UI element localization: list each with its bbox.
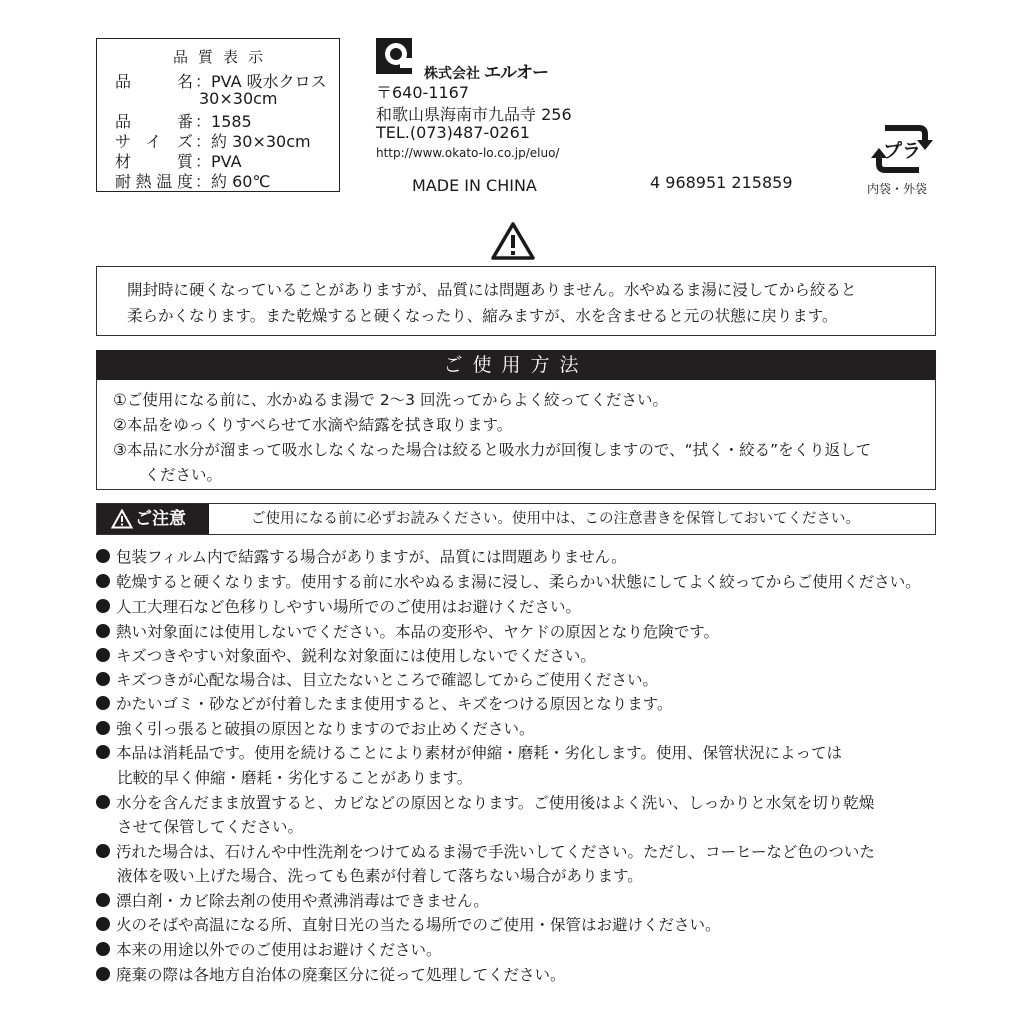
bullet-icon xyxy=(96,917,110,931)
quality-row-label: 材質 xyxy=(115,152,193,171)
quality-row-label: サイズ xyxy=(115,132,193,151)
caution-item-text: 本来の用途以外でのご使用はお避けください。 xyxy=(116,941,442,959)
quality-row-name: 品名 ：PVA 吸水クロス xyxy=(115,69,327,92)
caution-item xyxy=(96,668,658,690)
recycle-caption: 内袋・外袋 xyxy=(867,182,928,196)
caution-item xyxy=(96,938,442,960)
caution-item-text: 乾燥すると硬くなります。使用する前に水やぬるま湯に浸し、柔らかい状態にしてよく絞ってからご使用ください。 xyxy=(116,573,921,591)
caution-item xyxy=(96,545,627,567)
caution-item xyxy=(96,570,921,592)
bullet-icon xyxy=(96,696,110,710)
plastic-recycle-icon xyxy=(871,118,933,180)
caution-item xyxy=(96,620,719,642)
quality-row-size: サイズ ：約 30×30cm xyxy=(115,129,311,152)
caution-item-text: かたいゴミ・砂などが付着したまま使用すると、キズをつける原因となります。 xyxy=(116,695,673,713)
quality-row-label: 品番 xyxy=(115,112,193,131)
quality-row-material: 材質 ：PVA xyxy=(115,149,242,172)
bullet-icon xyxy=(96,648,110,662)
company-brand: エルオー xyxy=(484,63,548,83)
usage-step: ①ご使用になる前に、水かぬるま湯で 2～3 回洗ってからよく絞ってください。 xyxy=(113,391,668,409)
caution-bar xyxy=(96,503,936,535)
caution-item-text: 熱い対象面には使用しないでください。本品の変形や、ヤケドの原因となり危険です。 xyxy=(116,623,719,641)
company-name-prefix: 株式会社 xyxy=(424,66,480,82)
caution-item-text: キズつきやすい対象面や、鋭利な対象面には使用しないでください。 xyxy=(116,647,596,665)
caution-item xyxy=(96,840,875,862)
quality-row-value: 1585 xyxy=(211,112,252,131)
caution-item-text: 廃棄の際は各地方自治体の廃棄区分に従って処理してください。 xyxy=(116,966,566,984)
caution-item-cont: させて保管してください。 xyxy=(117,818,304,836)
company-url: http://www.okato-lo.co.jp/eluo/ xyxy=(376,146,560,160)
bullet-icon xyxy=(96,795,110,809)
caution-item-text: 強く引っ張ると破損の原因となりますのでお止めください。 xyxy=(116,720,535,738)
made-in-label: MADE IN CHINA xyxy=(412,176,537,195)
caution-item-text: 包装フィルム内で結露する場合がありますが、品質には問題ありません。 xyxy=(116,548,627,566)
caution-item-cont: 比較的早く伸縮・磨耗・劣化することがあります。 xyxy=(117,769,473,787)
caution-item-text: キズつきが心配な場合は、目立たないところで確認してからご使用ください。 xyxy=(116,671,659,689)
bullet-icon xyxy=(96,624,110,638)
caution-item-text: 本品は消耗品です。使用を続けることにより素材が伸縮・磨耗・劣化します。使用、保管状況によっては xyxy=(116,744,843,762)
bullet-icon xyxy=(96,574,110,588)
caution-item xyxy=(96,741,842,763)
bullet-icon xyxy=(96,672,110,686)
caution-item xyxy=(96,889,489,911)
company-logo-icon xyxy=(376,38,412,74)
notice-box xyxy=(96,266,936,336)
quality-label-title: 品質表示 xyxy=(172,48,273,66)
caution-item-text: 汚れた場合は、石けんや中性洗剤をつけてぬるま湯で手洗いしてください。ただし、コーヒーなど色のついた xyxy=(116,843,875,861)
caution-item-text: 水分を含んだまま放置すると、カビなどの原因となります。ご使用後はよく洗い、しっかりと水気を切り乾燥 xyxy=(116,794,875,812)
caution-item xyxy=(96,595,581,617)
caution-item xyxy=(96,644,596,666)
usage-step: ②本品をゆっくりすべらせて水滴や結露を拭き取ります。 xyxy=(113,416,513,434)
bullet-icon xyxy=(96,745,110,759)
caution-item-cont: 液体を吸い上げた場合、洗っても色素が付着して落ちない場合があります。 xyxy=(117,867,643,885)
caution-item xyxy=(96,791,874,813)
notice-line: 開封時に硬くなっていることがありますが、品質には問題ありません。水やぬるま湯に浸してから絞ると xyxy=(127,281,857,299)
quality-row-name-cont xyxy=(199,89,278,108)
usage-step-cont: ください。 xyxy=(129,466,223,484)
caution-item xyxy=(96,963,566,985)
quality-row-value: PVA xyxy=(211,152,242,171)
caution-tag xyxy=(97,504,209,534)
barcode-number: 4 968951 215859 xyxy=(650,173,793,192)
quality-row-heat: 耐熱温度 ：約 60℃ xyxy=(115,169,270,192)
bullet-icon xyxy=(96,721,110,735)
quality-row-label: 耐熱温度 xyxy=(115,172,193,191)
usage-header: ご使用方法 xyxy=(96,350,936,380)
warning-triangle-icon xyxy=(490,221,536,261)
caution-tag-label: ご注意 xyxy=(135,509,186,529)
quality-row-number: 品番 ：1585 xyxy=(115,109,252,132)
quality-row-value: PVA 吸水クロス xyxy=(211,72,327,91)
usage-box xyxy=(96,380,936,490)
bullet-icon xyxy=(96,942,110,956)
quality-row-value: 約 30×30cm xyxy=(211,132,311,151)
company-tel: TEL.(073)487-0261 xyxy=(376,123,530,142)
caution-item-text: 漂白剤・カビ除去剤の使用や煮沸消毒はできません。 xyxy=(116,892,489,910)
caution-item xyxy=(96,692,672,714)
svg-text:プラ: プラ xyxy=(882,140,922,162)
caution-intro: ご使用になる前に必ずお読みください。使用中は、この注意書きを保管しておいてください。 xyxy=(251,511,860,527)
company-postal: 〒640-1167 xyxy=(376,83,470,102)
quality-row-value: 約 60℃ xyxy=(211,172,271,191)
company-address: 和歌山県海南市九品寺 256 xyxy=(376,105,572,124)
bullet-icon xyxy=(96,599,110,613)
bullet-icon xyxy=(96,893,110,907)
notice-line: 柔らかくなります。また乾燥すると硬くなったり、縮みますが、水を含ませると元の状態に戻ります。 xyxy=(127,307,838,325)
caution-item xyxy=(96,717,535,739)
caution-triangle-icon xyxy=(111,509,133,529)
bullet-icon xyxy=(96,549,110,563)
quality-row-label: 品名 xyxy=(115,72,193,91)
quality-label-box xyxy=(96,38,340,192)
bullet-icon xyxy=(96,844,110,858)
caution-item-text: 人工大理石など色移りしやすい場所でのご使用はお避けください。 xyxy=(116,598,582,616)
bullet-icon xyxy=(96,967,110,981)
quality-row-value: 30×30cm xyxy=(199,89,278,108)
usage-step: ③本品に水分が溜まって吸水しなくなった場合は絞ると吸水力が回復しますので、“拭く・絞る”をくり返して xyxy=(113,441,872,459)
caution-item-text: 火のそばや高温になる所、直射日光の当たる場所でのご使用・保管はお避けください。 xyxy=(116,916,721,934)
caution-item xyxy=(96,913,721,935)
